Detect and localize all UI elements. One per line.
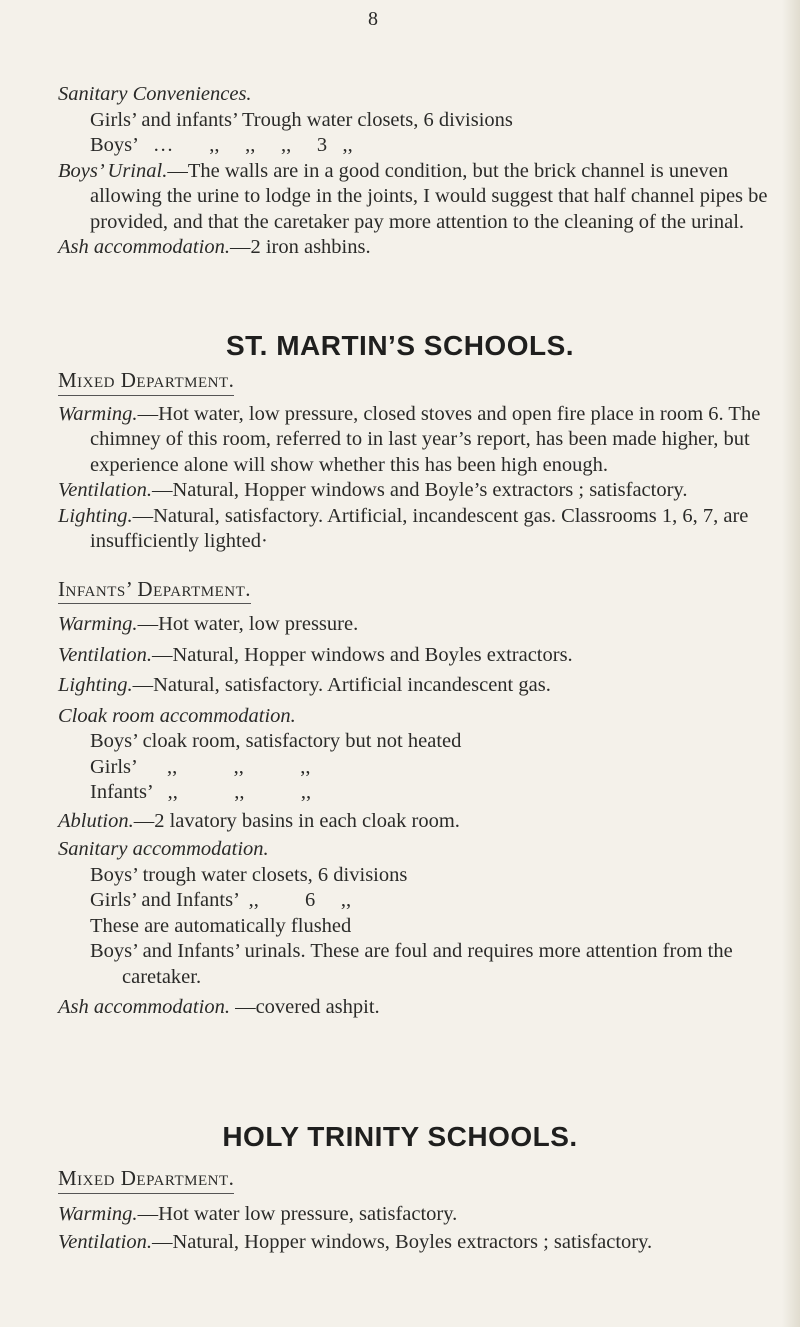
school-heading-holy-trinity: HOLY TRINITY SCHOOLS.: [222, 1121, 578, 1152]
paragraph-ventilation: [58, 1230, 793, 1256]
label-italic: Lighting.: [58, 674, 133, 696]
label-italic: Ablution.: [58, 809, 134, 832]
paragraph-ventilation: [58, 643, 793, 669]
section-st-martins: [58, 368, 793, 1021]
paragraph-warming: [58, 402, 793, 479]
paragraph-text: —Hot water, low pressure, closed stoves and open fire place in room 6. The chimney of this room, referred to in last year’s report, has been made higher, but experience alone will show whether this has been high enough.: [90, 402, 761, 476]
paragraph-urinals: Boys’ and Infants’ urinals. These are foul and requires more attention from the caretaker.: [90, 940, 733, 988]
paragraph-text: —2 iron ashbins.: [229, 236, 371, 258]
label-italic: Boys’ Urinal.: [58, 159, 168, 182]
text-line: Boys’ cloak room, satisfactory but not heated: [90, 730, 462, 752]
paragraph-text: —Natural, Hopper windows and Boyle’s extractors ; satisfactory.: [151, 479, 688, 501]
paragraph-ash: [58, 995, 793, 1021]
text-line: Girls’ and Infants’ ,, 6 ,,: [90, 889, 352, 911]
text-line: Girls’ and infants’ Trough water closets, 6 divisions: [90, 108, 513, 131]
text-line: Boys’ trough water closets, 6 divisions: [90, 863, 408, 886]
paragraph-text: —2 lavatory basins in each cloak room.: [133, 809, 460, 832]
label-italic: Ventilation.: [58, 479, 152, 501]
paragraph-text: —covered ashpit.: [229, 996, 380, 1018]
label-italic: Ventilation.: [58, 643, 152, 666]
text-line: These are automatically flushed: [90, 914, 352, 937]
paragraph-warming: [58, 612, 793, 638]
label-italic: Ventilation.: [58, 1231, 152, 1253]
paragraph-lighting: [58, 504, 793, 555]
paragraph-text: —Hot water, low pressure.: [137, 613, 359, 635]
paragraph-ash: [58, 235, 793, 261]
label-italic: Warming.: [58, 402, 138, 425]
paragraph-text: —Natural, satisfactory. Artificial incandescent gas.: [132, 674, 551, 696]
paragraph-boys-urinal: [58, 159, 793, 236]
paragraph-lighting: [58, 673, 793, 699]
heading-infants-department: Infants’ Department.: [58, 577, 251, 605]
heading-sanitary-conveniences: Sanitary Conveniences.: [58, 83, 252, 105]
label-italic: Lighting.: [58, 504, 133, 527]
paragraph-warming: [58, 1202, 793, 1228]
section-holy-trinity: [58, 1166, 793, 1256]
paragraph-text: —Natural, Hopper windows and Boyles extractors.: [151, 643, 573, 666]
heading-mixed-department: Mixed Department.: [58, 368, 234, 396]
paragraph-ablution: [58, 809, 793, 835]
page-number: 8: [368, 8, 378, 30]
label-italic: Warming.: [58, 613, 138, 635]
label-italic: Ash accommodation.: [58, 996, 230, 1018]
heading-sanitary-accommodation: Sanitary accommodation.: [58, 838, 269, 860]
label-italic: Ash accommodation.: [58, 236, 230, 258]
paragraph-text: —The walls are in a good condition, but the brick channel is uneven allowing the urine to lodge in the joints, I would suggest that half channel pipes be provided, and that the caretaker pay more attention to the cleaning of the urinal.: [90, 159, 768, 233]
paragraph-ventilation: [58, 478, 793, 504]
school-heading-st-martins: ST. MARTIN’S SCHOOLS.: [225, 330, 575, 361]
text-line: Girls’ ,, ,, ,,: [90, 755, 311, 778]
label-italic: Warming.: [58, 1202, 138, 1225]
heading-mixed-department: Mixed Department.: [58, 1166, 234, 1194]
text-line: Boys’ … ,, ,, ,, 3 ,,: [90, 134, 353, 156]
paragraph-text: —Hot water low pressure, satisfactory.: [137, 1202, 458, 1225]
paragraph-text: —Natural, Hopper windows, Boyles extractors ; satisfactory.: [151, 1231, 653, 1253]
text-line: Infants’ ,, ,, ,,: [90, 781, 312, 803]
heading-cloak-room: Cloak room accommodation.: [58, 704, 296, 727]
section-sanitary-top: [58, 82, 793, 261]
paragraph-text: —Natural, satisfactory. Artificial, incandescent gas. Classrooms 1, 6, 7, are insufficiently lighted·: [90, 504, 749, 552]
